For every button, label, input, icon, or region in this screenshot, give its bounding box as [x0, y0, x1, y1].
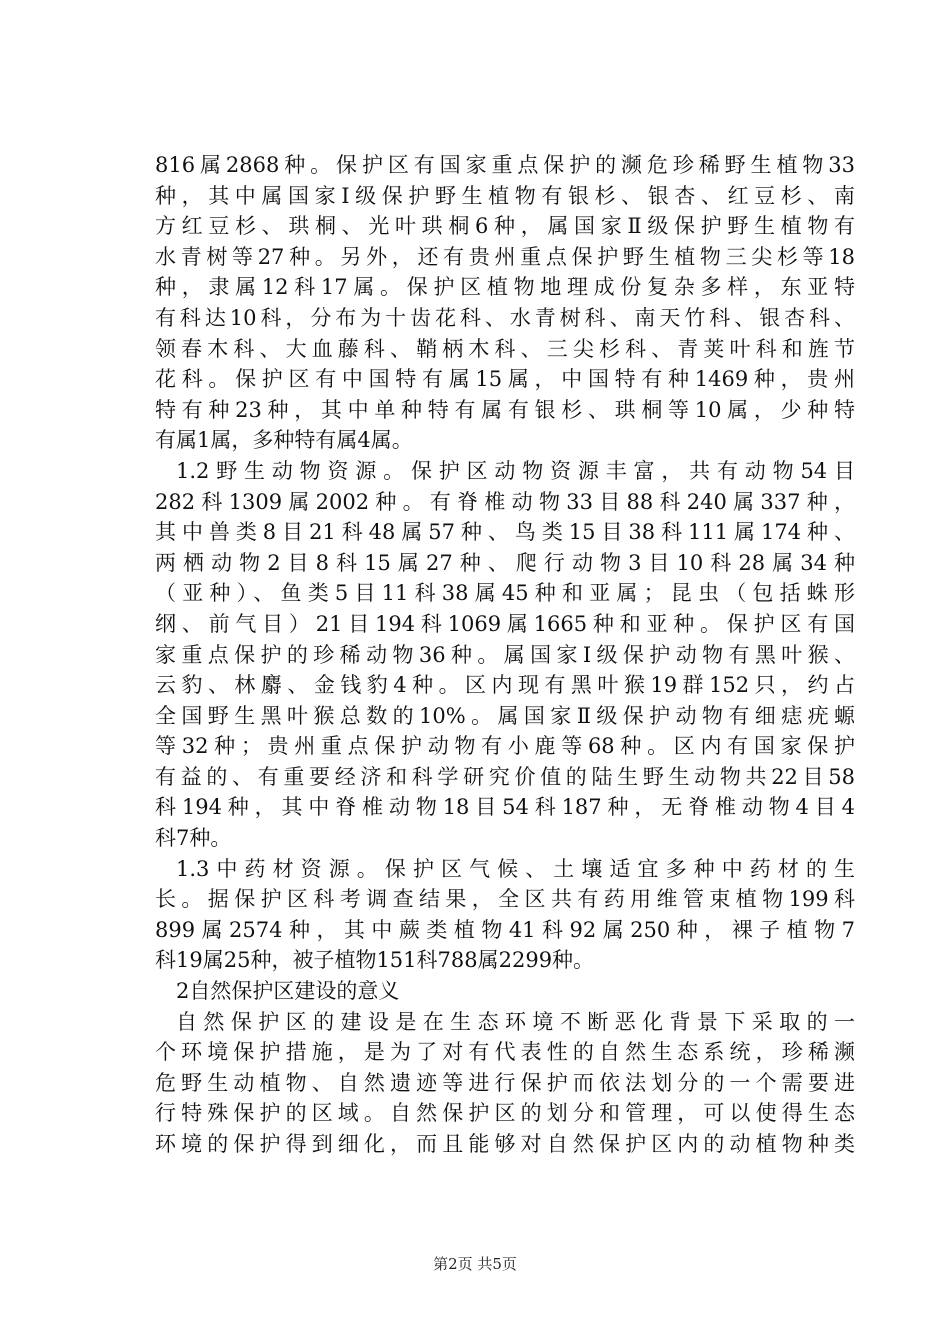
- text-line: 有属1属，多种特有属4属。: [155, 428, 413, 453]
- section-1-2-first-line: 1.2野生动物资源。保护区动物资源丰富，共有动物54目: [176, 458, 855, 483]
- text-line: 两栖动物2目8科15属27种、爬行动物3目10科28属34种: [155, 550, 855, 575]
- page-number-footer: 第2页 共5页: [433, 1255, 517, 1273]
- text-line: 899属2574种，其中蕨类植物41科92属250种，裸子植物7: [155, 917, 855, 942]
- text-line: 种，隶属12科17属。保护区植物地理成份复杂多样，东亚特: [155, 275, 855, 300]
- text-line: 有科达10科，分布为十齿花科、水青树科、南天竹科、银杏科、: [155, 305, 855, 330]
- section-1-3-first-line: 1.3中药材资源。保护区气候、土壤适宜多种中药材的生: [176, 856, 855, 881]
- text-line: 282科1309属2002种。有脊椎动物33目88科240属337种，: [155, 489, 855, 514]
- text-line: 有益的、有重要经济和科学研究价值的陆生野生动物共22目58: [155, 764, 855, 789]
- text-line: 家重点保护的珍稀动物36种。属国家Ⅰ级保护动物有黑叶猴、: [155, 642, 855, 667]
- text-line: 种，其中属国家Ⅰ级保护野生植物有银杉、银杏、红豆杉、南: [155, 183, 855, 208]
- text-line: 水青树等27种。另外，还有贵州重点保护野生植物三尖杉等18: [155, 244, 855, 269]
- text-line: 等32种；贵州重点保护动物有小鹿等68种。区内有国家保护: [155, 734, 855, 759]
- text-line: 云豹、林麝、金钱豹4种。区内现有黑叶猴19群152只，约占: [155, 673, 855, 698]
- text-line: 个环境保护措施，是为了对有代表性的自然生态系统，珍稀濒: [155, 1040, 855, 1065]
- text-line: 危野生动植物、自然遗迹等进行保护而依法划分的一个需要进: [155, 1070, 855, 1095]
- text-line: 特有种23种，其中单种特有属有银杉、珙桐等10属，少种特: [155, 397, 855, 422]
- text-line: 行特殊保护的区域。自然保护区的划分和管理，可以使得生态: [155, 1101, 855, 1126]
- text-line: 科19属25种，被子植物151科788属2299种。: [155, 948, 595, 973]
- body-text: [155, 150, 855, 1160]
- text-line: 长。据保护区科考调查结果，全区共有药用维管束植物199科: [155, 887, 855, 912]
- text-line: 科7种。: [155, 826, 232, 851]
- text-line: 全国野生黑叶猴总数的10%。属国家Ⅱ级保护动物有细痣疣螈: [155, 703, 855, 728]
- text-line: 环境的保护得到细化，而且能够对自然保护区内的动植物种类: [155, 1132, 855, 1156]
- text-line: 科194种，其中脊椎动物18目54科187种，无脊椎动物4目4: [155, 795, 855, 820]
- text-line: （亚种）、鱼类5目11科38属45种和亚属；昆虫（包括蛛形: [155, 581, 855, 606]
- text-line: 方红豆杉、珙桐、光叶珙桐6种，属国家Ⅱ级保护野生植物有: [155, 214, 855, 239]
- text-line: 其中兽类8目21科48属57种、鸟类15目38科111属174种、: [155, 520, 855, 545]
- text-line: 领春木科、大血藤科、鞘柄木科、三尖杉科、青荚叶科和旌节: [155, 336, 855, 361]
- paragraph-first-line: 自然保护区的建设是在生态环境不断恶化背景下采取的一: [176, 1009, 855, 1034]
- text-line: 纲、前气目）21目194科1069属1665种和亚种。保护区有国: [155, 611, 855, 636]
- section-heading: 2自然保护区建设的意义: [176, 979, 400, 1004]
- text-line: 花科。保护区有中国特有属15属，中国特有种1469种，贵州: [155, 367, 855, 392]
- text-line: 816属2868种。保护区有国家重点保护的濒危珍稀野生植物33: [155, 153, 855, 177]
